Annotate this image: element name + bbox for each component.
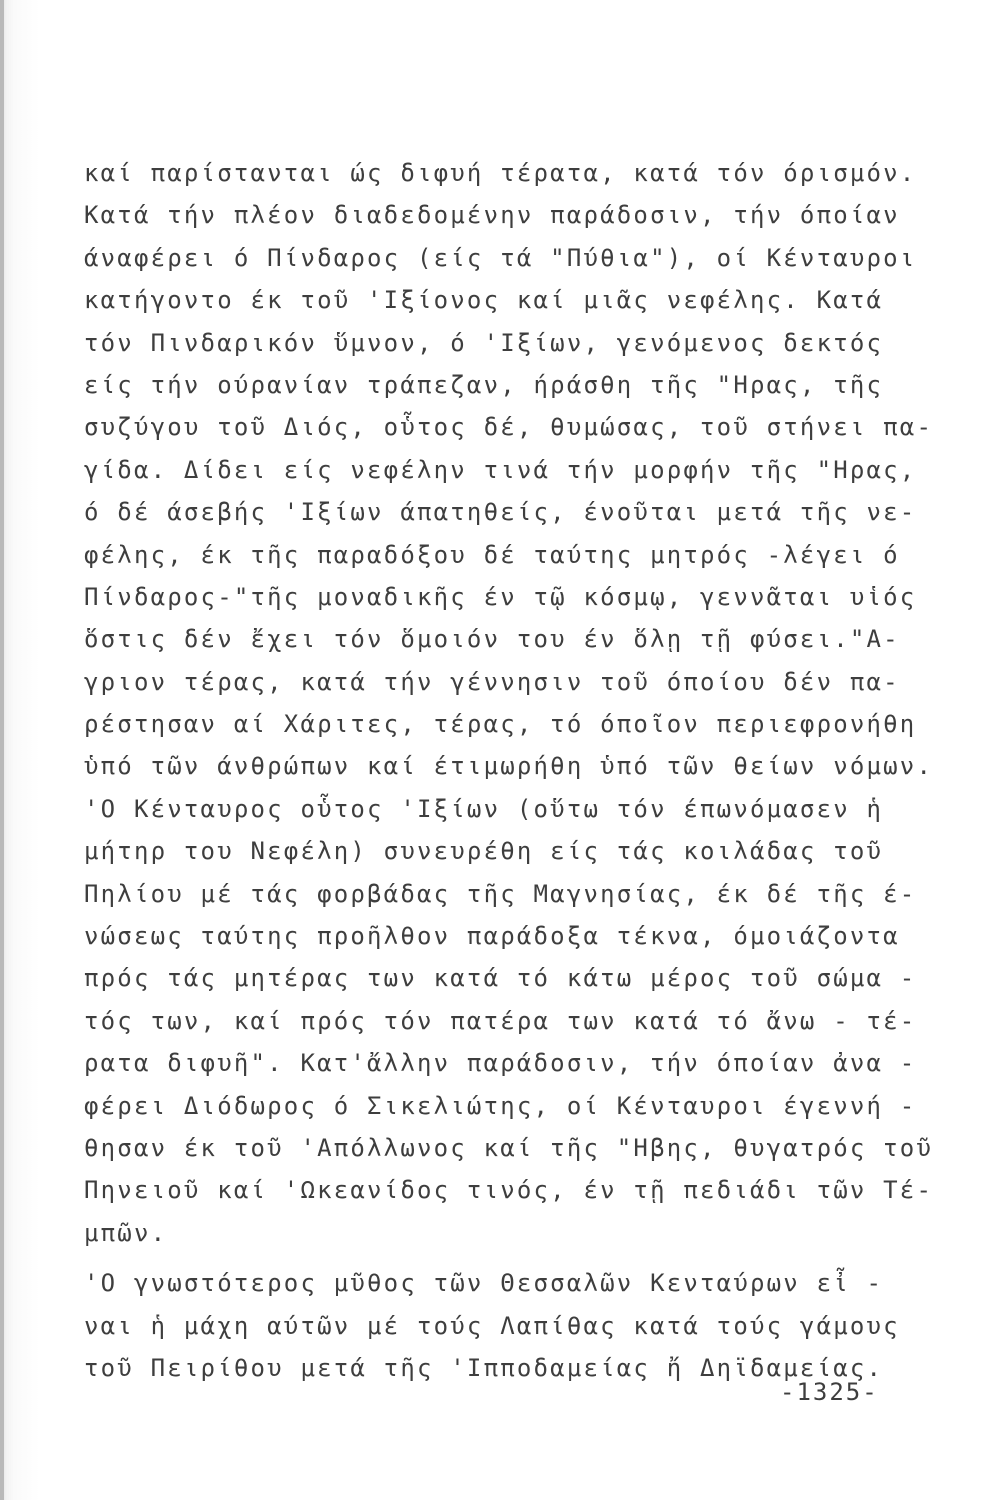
text-line-29: τοῦ Πειρίθου μετά τῆς 'Ιπποδαμείας ἤ Δηϊδαμείας. [84,1353,884,1382]
text-line-4: κατήγοντο έκ τοῦ 'Ιξίονος καί μιᾶς νεφέλης. Κατά [84,286,884,315]
text-line-7: συζύγου τοῦ Διός, οὗτος δέ, θυμώσας, τοῦ στήνει πα- [84,413,934,442]
text-line-23: φέρει Διόδωρος ό Σικελιώτης, οί Κένταυροι έγεννή - [84,1091,917,1120]
text-line-1: καί παρίστανται ώς διφυή τέρατα, κατά τόν όρισμόν. [84,159,917,187]
text-line-17: μήτηρ του Νεφέλη) συνευρέθη είς τάς κοιλάδας τοῦ [84,837,884,866]
text-line-16: 'Ο Κένταυρος οὗτος 'Ιξίων (οὕτω τόν έπωνόμασεν ἡ [84,794,884,823]
text-line-6: είς τήν ούρανίαν τράπεζαν, ήράσθη τῆς "Ηρας, τῆς [84,370,884,399]
page-left-edge [0,0,4,1500]
text-line-9: ό δέ άσεβής 'Ιξίων άπατηθείς, ένοῦται μετά τῆς νε- [84,498,917,527]
text-line-26: μπῶν. [84,1218,168,1247]
text-line-18: Πηλίου μέ τάς φορβάδας τῆς Μαγνησίας, έκ δέ τῆς έ- [84,879,917,908]
text-line-10: φέλης, έκ τῆς παραδόξου δέ ταύτης μητρός -λέγει ό [84,540,900,569]
text-line-13: γριον τέρας, κατά τήν γέννησιν τοῦ όποίου δέν πα- [84,667,900,696]
text-line-8: γίδα. Δίδει είς νεφέλην τινά τήν μορφήν τῆς "Ηρας, [84,455,917,484]
text-line-28: ναι ἡ μάχη αύτῶν μέ τούς Λαπίθας κατά τούς γάμους [84,1311,900,1340]
page-number: -1325- [780,1378,879,1406]
text-line-2: Κατά τήν πλέον διαδεδομένην παράδοσιν, τήν όποίαν [84,201,900,230]
text-line-3: άναφέρει ό Πίνδαρος (είς τά "Πύθια"), οί Κένταυροι [84,243,917,272]
body-text [84,152,934,1389]
text-line-14: ρέστησαν αί Χάριτες, τέρας, τό όποῖον περιεφρονήθη [84,710,917,739]
text-line-20: πρός τάς μητέρας των κατά τό κάτω μέρος τοῦ σώμα - [84,964,917,993]
text-line-21: τός των, καί πρός τόν πατέρα των κατά τό ἄνω - τέ- [84,1006,917,1035]
text-line-22: ρατα διφυῆ". Κατ'ἄλλην παράδοσιν, τήν όποίαν ἀνα - [84,1049,917,1078]
text-line-24: θησαν έκ τοῦ 'Απόλλωνος καί τῆς "Ηβης, θυγατρός τοῦ [84,1133,934,1162]
text-line-19: νώσεως ταύτης προῆλθον παράδοξα τέκνα, όμοιάζοντα [84,922,900,951]
text-line-27: 'Ο γνωστότερος μῦθος τῶν Θεσσαλῶν Κενταύρων εἶ - [84,1269,884,1298]
text-line-12: ὅστις δέν ἔχει τόν ὅμοιόν του έν ὅλῃ τῇ φύσει."Α- [84,625,900,654]
text-line-11: Πίνδαρος-"τῆς μοναδικῆς έν τῷ κόσμῳ, γεννᾶται υἱός [84,582,917,611]
text-line-25: Πηνειοῦ καί 'Ωκεανίδος τινός, έν τῇ πεδιάδι τῶν Τέ- [84,1176,934,1205]
text-line-15: ὑπό τῶν άνθρώπων καί έτιμωρήθη ὑπό τῶν θείων νόμων. [84,752,934,781]
text-line-5: τόν Πινδαρικόν ὕμνον, ό 'Ιξίων, γενόμενος δεκτός [84,328,884,357]
